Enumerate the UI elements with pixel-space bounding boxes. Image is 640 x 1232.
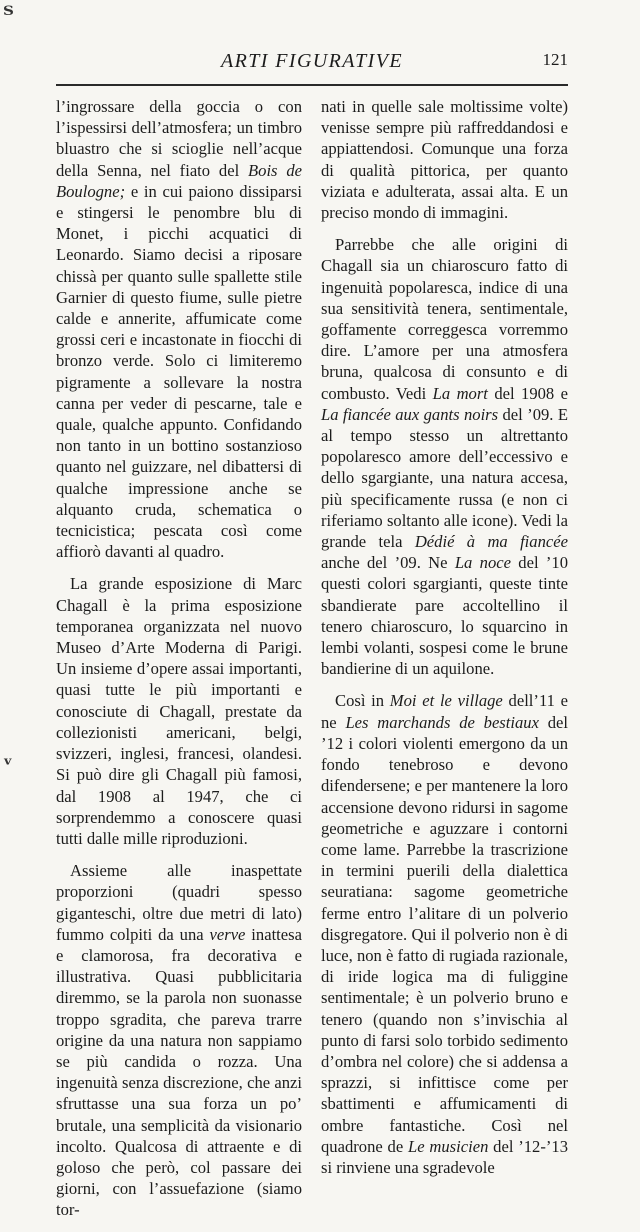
italic-title: verve xyxy=(209,924,246,944)
text-run: anche del ’09. Ne xyxy=(321,553,455,573)
paragraph xyxy=(321,690,568,1178)
italic-title: Dédié à ma fiancée xyxy=(414,532,568,552)
text-column-left xyxy=(56,96,302,1232)
paragraph xyxy=(56,860,302,1220)
text-run: Così in xyxy=(335,691,390,711)
text-run: La grande esposizione di Marc Chagall è la prima esposizione temporanea organizzata nel nuovo Museo d’Arte Moderna di Parigi. Un insieme d’opere assai importanti, quasi tutte le più importanti e conosciute di Chagall, prestate da collezionisti americani, belgi, svizzeri, inglesi, francesi, olandesi. Si può dire gli Chagall più famosi, dal 1908 al 1947, che ci sorprendemmo a conoscere quasi tutti dalle mille riproduzioni. xyxy=(56,574,302,848)
italic-title: La fiancée aux gants noirs xyxy=(321,404,499,424)
text-run: inattesa e clamorosa, fra decorativa e illustrativa. Quasi pubblicitaria diremmo, se la parola non suonasse troppo sgradita, che pareva trarre origine da una natura non sappiamo se più candida o rozza. Una ingenuità senza discrezione, che anzi sfruttasse una sua forza un po’ brutale, una semplicità da visionario incolto. Qualcosa di attraente e di goloso che però, col passare dei giorni, con l’assuefazione (siamo tor- xyxy=(56,924,302,1220)
text-run: Assieme alle inaspettate proporzioni (quadri spesso giganteschi, oltre due metri di lato) fummo colpiti da una xyxy=(56,861,302,944)
text-run: del ’09. E al tempo stesso un altrettanto popolaresco amore dell’eccessivo e dello sgargiante, una natura accesa, più specificamente russa (e non ci riferiamo soltanto alle icone). Vedi la grande tela xyxy=(321,404,568,552)
text-run: del ’10 questi colori sgargianti, queste tinte sbandierate pare accoltellino il tenero chiaroscuro, lo squarcino in lembi volanti, sospesi come le brune bandierine di un aquilone. xyxy=(321,553,569,679)
italic-title: La mort xyxy=(432,383,488,403)
scan-mark-margin: ᵛ xyxy=(3,752,13,776)
text-run: l’ingrossare della goccia o con l’ispessirsi dell’atmosfera; un timbro bluastro che si scioglie nell’acque della Senna, nel fiato del xyxy=(56,97,302,180)
scan-mark-top: ᵀ xyxy=(3,0,14,29)
italic-title: Moi et le village xyxy=(389,691,503,711)
running-title: ARTI FIGURATIVE xyxy=(221,50,403,72)
text-run: del ’12-’13 si rinviene una sgradevole xyxy=(321,1136,568,1177)
text-run: del 1908 e xyxy=(487,383,568,403)
page-number: 121 xyxy=(542,50,568,69)
italic-title: Le musicien xyxy=(408,1136,489,1156)
paragraph xyxy=(321,234,568,679)
paragraph xyxy=(321,96,568,223)
paragraph xyxy=(56,573,302,849)
italic-title: La noce xyxy=(454,553,511,573)
text-run: e in cui paiono dissiparsi e stingersi le penombre blu di Monet, i picchi acquatici di Leonardo. Siamo decisi a riposare chissà per quanto sulle spallette stile Garnier di questo fiume, sulle pietre calde e annerite, affumicate come grossi ceri e incastonate in fiocchi di bronzo verde. Solo ci limiteremo pigramente a sollevare la nostra canna per veder di pescarne, tale e quale, qualche appunto. Confidando non tanto in un bottino sostanzioso quanto nel guizzare, nel dibattersi di qualche impressione anche se alquanto cruda, schematica o tecnicistica; pescata così come affiorò davanti al quadro. xyxy=(56,181,302,562)
text-run: dell’11 e ne xyxy=(321,691,569,732)
text-column-right xyxy=(321,96,568,1189)
text-run: del ’12 i colori violenti emergono da un fondo tenebroso e devono difendersene; e per mantenere la loro accensione devono ridursi in sagome geometriche e aguzzare i contorni come lame. Parrebbe la trascrizione in termini puerili della dialettica seuratiana: sagome geometriche ferme entro l’alitare di un polverio disgregatore. Qui il polverio non è di luce, non è fatto di rugiada razionale, di iride logica ma di fuliggine sentimentale; è un polverio bruno e tenero (quando non s’invischia al punto di farsi solo torbido sedimento d’ombra nel colore) che si addensa a sprazzi, si infittisce come per sbattimenti e affumicamenti di ombre fantastiche. Così nel quadrone de xyxy=(321,712,569,1156)
text-run: Parrebbe che alle origini di Chagall sia un chiaroscuro fatto di ingenuità popolaresca, indice di una sua sensitività tenera, sentimentale, goffamente correggesca vorremmo dire. L’amore per una atmosfera bruna, qualcosa di consunto e di combusto. Vedi xyxy=(321,235,568,403)
italic-title: Les marchands de bestiaux xyxy=(345,712,539,732)
italic-title: Bois de Boulogne; xyxy=(56,160,302,201)
running-header xyxy=(56,44,568,86)
paragraph xyxy=(56,96,302,562)
text-run: nati in quelle sale moltissime volte) venisse sempre più raffreddandosi e appiattendosi. Comunque una forza di qualità pittorica, per quanto viziata e adulterata, assai alta. E un preciso mondo di immagini. xyxy=(321,97,568,223)
